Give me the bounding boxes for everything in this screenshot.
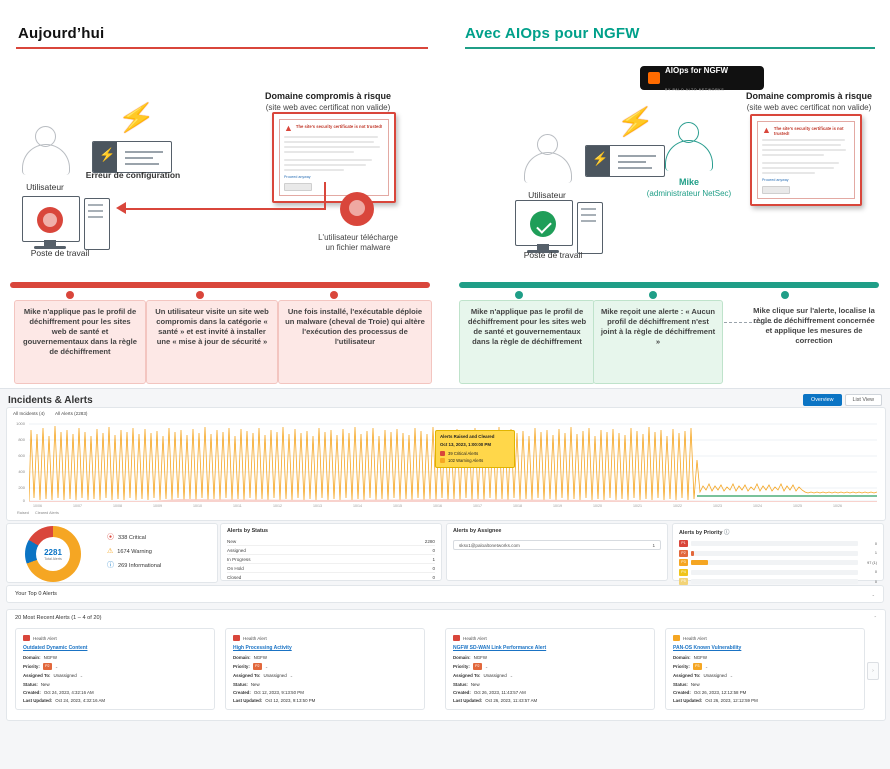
severity-icon: [23, 635, 30, 641]
overview-button[interactable]: Overview: [803, 394, 841, 406]
legend-informational: [107, 562, 161, 569]
malware-icon: [340, 192, 374, 226]
alert-title[interactable]: NGFW SD-WAN Link Performance Alert: [453, 645, 547, 651]
alert-assigned-label: Assigned To:: [453, 673, 481, 679]
right-browser-link: Proceed anyway: [762, 178, 789, 182]
chevron-down-icon[interactable]: ⌄: [871, 591, 875, 597]
alert-assigned[interactable]: Unassigned: [53, 673, 77, 679]
priority-value-p4: 0: [874, 570, 877, 574]
alert-kind: Health Alert: [463, 635, 487, 641]
priority-value-p3: 97 (1): [867, 560, 877, 565]
recent-alerts-header: 20 Most Recent Alerts (1 – 4 of 20): [15, 615, 102, 621]
warning-label: 1674 Warning: [117, 548, 152, 555]
left-title: Aujourd’hui: [18, 25, 105, 42]
status-label-onhold: On Hold: [227, 565, 244, 571]
left-browser-warning-text: The site's security certificate is not trusted!: [295, 124, 383, 129]
left-browser-warning-card: [272, 112, 396, 203]
alert-card[interactable]: Health Alert PAN-OS Known Vulnerability Domain: NGFW Priority: P3 ⌄ Assigned To: Unassigned ⌄ Status: New Created: Oct 26, 2023, 12:12:58 PM Last Updated: Oct 26, 2023, 12:12:59 PM: [665, 628, 865, 710]
user-icon: [18, 120, 72, 180]
severity-icon: [453, 635, 460, 641]
alert-created: Oct 26, 2023, 12:12:58 PM: [693, 689, 747, 695]
status-value-assigned: 0: [432, 547, 435, 553]
chevron-up-icon[interactable]: ⌃: [873, 615, 877, 620]
right-timeline-bar: [459, 282, 879, 288]
alert-updated: Oct 12, 2023, 9:13:50 PM: [265, 697, 316, 703]
status-value-new: 2280: [424, 538, 435, 544]
priority-chip-p1: P1: [679, 540, 688, 547]
x-tick-11: 10/17: [473, 504, 482, 508]
alert-domain: NGFW: [253, 655, 267, 660]
priority-value-p2: 1: [874, 551, 877, 555]
alert-domain: NGFW: [693, 655, 707, 660]
right-callout-3: Mike clique sur l'alerte, localise la règle de déchiffrement concernée et applique les mesures de correction: [753, 306, 875, 345]
total-alerts-label: Total Alerts: [44, 556, 62, 561]
x-tick-12: 10/18: [513, 504, 522, 508]
alert-status-label: Status:: [23, 681, 38, 687]
x-tick-8: 10/14: [353, 504, 362, 508]
tooltip-critical: 39 Critical Alerts: [448, 451, 479, 456]
left-title-rule: [16, 47, 428, 49]
admin-icon: [661, 116, 715, 176]
status-label-new: New: [227, 538, 237, 544]
warning-triangle-icon-right: ▲: [762, 125, 771, 135]
right-browser-warning-card: [750, 114, 862, 206]
alert-created: Oct 26, 2023, 11:43:57 AM: [473, 689, 526, 695]
legend-warning: [107, 548, 161, 555]
alerts-by-priority-card: [672, 523, 884, 584]
right-title-rule: [465, 47, 875, 49]
alert-card[interactable]: Health Alert Outdated Dynamic Content Domain: NGFW Priority: P2 ⌄ Assigned To: Unassigned ⌄ Status: New Created: Oct 24, 2023, 4:32:16 AM Last Updated: Oct 24, 2023, 4:32:16 AM: [15, 628, 215, 710]
dashboard: [0, 388, 890, 769]
alert-domain: NGFW: [43, 655, 57, 660]
priority-title-text: Alerts by Priority: [679, 530, 723, 536]
arrow-head-left: [116, 202, 126, 214]
alert-status-label: Status:: [453, 681, 468, 687]
status-row: [227, 573, 435, 581]
alert-created-label: Created:: [453, 689, 471, 695]
alert-status-label: Status:: [673, 681, 688, 687]
alert-priority-label: Priority:: [673, 664, 690, 670]
y-label-400: 400: [18, 469, 25, 474]
right-workstation-caption: Poste de travail: [523, 250, 583, 260]
right-risk-title: Domaine compromis à risque: [745, 91, 873, 101]
x-tick-3: 10/09: [153, 504, 162, 508]
total-alerts-value: 2281: [44, 547, 62, 557]
priority-row: [679, 569, 877, 576]
right-callout-1: Mike n'applique pas le profil de déchiffrement pour les sites web de santé et gouvernementaux dans la règle de déchiffrement: [459, 300, 595, 384]
alert-assigned[interactable]: Unassigned: [483, 673, 507, 679]
priority-value-p5: 0: [874, 579, 877, 584]
priority-chip-p4: P4: [679, 569, 688, 576]
alerts-donut-chart: [25, 526, 81, 582]
alert-created-label: Created:: [23, 689, 41, 695]
legend-raised: Raised: [17, 511, 29, 515]
alert-priority-label: Priority:: [23, 664, 40, 670]
right-timeline-dot-3: [781, 291, 789, 299]
warning-swatch-icon: [440, 458, 445, 463]
priority-row: [679, 550, 877, 557]
alert-created: Oct 12, 2023, 9:13:50 PM: [253, 689, 304, 695]
left-callout-2: Un utilisateur visite un site web compromis dans la catégorie « santé » et est invité à installer une « mise à jour de sécurité »: [146, 300, 278, 384]
y-label-600: 600: [18, 453, 25, 458]
info-icon: ⓘ: [107, 562, 114, 569]
alert-domain-label: Domain:: [233, 655, 251, 660]
x-tick-16: 10/22: [673, 504, 682, 508]
alert-updated: Oct 24, 2023, 4:32:16 AM: [55, 697, 106, 703]
lightning-icon: ⚡: [115, 99, 158, 138]
aiops-logo-icon: [648, 72, 660, 84]
x-tick-13: 10/19: [553, 504, 562, 508]
priority-card-title: [679, 528, 877, 536]
right-timeline-dot-2: [649, 291, 657, 299]
right-user-caption: Utilisateur: [528, 190, 566, 200]
warning-triangle-icon: ▲: [284, 123, 293, 133]
right-timeline-dot-1: [515, 291, 523, 299]
alerts-chart-card: [6, 407, 886, 521]
y-label-0: 0: [22, 498, 25, 503]
x-tick-15: 10/21: [633, 504, 642, 508]
alert-card[interactable]: Health Alert NGFW SD-WAN Link Performance Alert Domain: NGFW Priority: P2 ⌄ Assigned To: Unassigned ⌄ Status: New Created: Oct 26, 2023, 11:43:57 AM Last Updated: Oct 26, 2023, 11:43:57 AM: [445, 628, 655, 710]
priority-row: [679, 559, 877, 566]
user-icon-right: [520, 128, 574, 188]
alert-priority[interactable]: P2: [473, 663, 482, 670]
tooltip-date: Oct 13, 2023, 1:00:00 PM: [440, 442, 492, 447]
tab-all-alerts[interactable]: All Alerts (2283): [55, 411, 88, 416]
status-row: [227, 564, 435, 573]
aiops-badge-sub: BY PALO ALTO NETWORKS: [665, 88, 725, 92]
alert-updated: Oct 26, 2023, 12:12:59 PM: [705, 697, 758, 703]
priority-chip-p5: P5: [679, 578, 688, 585]
admin-name: Mike: [678, 177, 699, 187]
x-tick-10: 10/16: [433, 504, 442, 508]
priority-value-p1: 0: [874, 541, 877, 546]
right-browser-warning-text: The site's security certificate is not trusted!: [773, 126, 844, 136]
alert-status: New: [690, 681, 700, 687]
alert-title[interactable]: PAN-OS Known Vulnerability: [673, 645, 742, 651]
priority-chip-p2: P2: [679, 550, 688, 557]
status-value-closed: 0: [432, 574, 435, 580]
severity-icon: [673, 635, 680, 641]
legend-cleared: Cleared Alerts: [35, 511, 59, 515]
y-label-1000: 1000: [16, 421, 25, 426]
right-risk-sub: (site web avec certificat non valide): [746, 103, 872, 112]
admin-role: (administrateur NetSec): [646, 189, 732, 198]
status-row: [227, 537, 435, 546]
status-label-inprogress: In Progress: [227, 556, 251, 562]
status-card-title: Alerts by Status: [227, 528, 269, 534]
assignee-search-input[interactable]: [453, 540, 661, 550]
x-tick-9: 10/15: [393, 504, 402, 508]
legend-critical: [107, 534, 161, 541]
alert-assigned[interactable]: Unassigned: [703, 673, 727, 679]
left-malware-caption-1: L'utilisateur télécharge: [318, 233, 398, 242]
firewall-device-icon: ⚡: [92, 141, 172, 173]
x-tick-6: 10/12: [273, 504, 282, 508]
alert-updated-label: Last Updated:: [23, 697, 53, 703]
status-row: [227, 546, 435, 555]
assignee-card-title: Alerts by Assignee: [453, 528, 502, 534]
arrow-down: [324, 182, 326, 208]
alert-assigned-label: Assigned To:: [673, 673, 701, 679]
alert-title[interactable]: Outdated Dynamic Content: [23, 645, 88, 651]
alert-domain: NGFW: [473, 655, 487, 660]
right-callout-2: Mike reçoit une alerte : « Aucun profil de déchiffrement n'est joint à la règle de déchiffrement »: [593, 300, 723, 384]
alerts-summary-card: [6, 523, 218, 583]
x-tick-1: 10/07: [73, 504, 82, 508]
alerts-by-assignee-card: [446, 523, 668, 581]
right-title: Avec AIOps pour NGFW: [465, 25, 640, 42]
top-alerts-accordion[interactable]: [6, 585, 884, 603]
tab-all-incidents[interactable]: All Incidents (4): [13, 411, 45, 416]
alert-domain-label: Domain:: [673, 655, 691, 660]
recent-alerts-card: [6, 609, 886, 721]
tooltip-title: Alerts Raised and Cleared: [440, 434, 495, 439]
next-page-button[interactable]: ›: [867, 662, 879, 680]
alert-title[interactable]: High Processing Activity: [233, 645, 292, 651]
alert-priority-label: Priority:: [233, 664, 250, 670]
alert-assigned[interactable]: Unassigned: [263, 673, 287, 679]
status-label-closed: Closed: [227, 574, 242, 580]
y-label-800: 800: [18, 437, 25, 442]
y-label-200: 200: [18, 485, 25, 490]
x-tick-0: 10/06: [33, 504, 42, 508]
left-user-caption: Utilisateur: [26, 182, 64, 192]
chart-tooltip: [435, 430, 515, 468]
alert-updated-label: Last Updated:: [673, 697, 703, 703]
alert-created-label: Created:: [673, 689, 691, 695]
x-tick-17: 10/23: [713, 504, 722, 508]
arrow-left: [126, 208, 326, 210]
alert-domain-label: Domain:: [453, 655, 471, 660]
left-callout-1: Mike n'applique pas le profil de déchiffrement pour les sites web de santé et gouvernementaux dans la règle de déchiffrement: [14, 300, 146, 384]
priority-row: [679, 540, 877, 547]
status-row: [227, 555, 435, 564]
priority-info-icon[interactable]: ⓘ: [723, 530, 730, 536]
dashboard-title: Incidents & Alerts: [8, 395, 93, 406]
x-tick-18: 10/24: [753, 504, 762, 508]
left-timeline-dot-3: [330, 291, 338, 299]
tooltip-warning: 102 Warning Alerts: [448, 458, 484, 463]
aiops-badge: [640, 66, 764, 90]
left-callout-3: Une fois installé, l'exécutable déploie un malware (cheval de Troie) qui altère l'exécution des processus de l'utilisateur: [278, 300, 432, 384]
alerts-by-status-card: [220, 523, 442, 581]
critical-label: 338 Critical: [118, 534, 146, 541]
config-error-label: Erreur de configuration: [85, 170, 181, 180]
left-malware-caption-2: un fichier malware: [325, 243, 391, 252]
alert-status-label: Status:: [233, 681, 248, 687]
priority-chip-p3: P3: [679, 559, 688, 566]
alert-updated-label: Last Updated:: [233, 697, 263, 703]
severity-icon: [233, 635, 240, 641]
alert-created-label: Created:: [233, 689, 251, 695]
left-browser-link: Proceed anyway: [284, 175, 311, 179]
left-timeline-bar: [10, 282, 430, 288]
lightning-icon-right: ⚡: [614, 103, 657, 142]
alert-priority[interactable]: P3: [693, 663, 702, 670]
alert-kind: Health Alert: [33, 635, 57, 641]
informational-label: 269 Informational: [118, 562, 162, 569]
alert-kind: Health Alert: [683, 635, 707, 641]
left-risk-sub: (site web avec certificat non valide): [265, 103, 391, 112]
status-value-inprogress: 1: [432, 556, 435, 562]
status-label-assigned: Assigned: [227, 547, 246, 553]
x-tick-4: 10/10: [193, 504, 202, 508]
assignee-search-value: sksx1@paloaltonetworks.com: [459, 542, 520, 548]
view-toggle[interactable]: [803, 394, 882, 406]
alert-updated-label: Last Updated:: [453, 697, 483, 703]
priority-row: [679, 578, 877, 585]
left-timeline-dot-1: [66, 291, 74, 299]
x-tick-2: 10/08: [113, 504, 122, 508]
critical-icon: ⦿: [107, 534, 114, 541]
critical-swatch-icon: [440, 451, 445, 456]
alert-assigned-label: Assigned To:: [233, 673, 261, 679]
left-risk-title: Domaine compromis à risque: [264, 91, 392, 101]
list-view-button[interactable]: List View: [845, 394, 882, 406]
x-tick-19: 10/25: [793, 504, 802, 508]
x-tick-20: 10/26: [833, 504, 842, 508]
alert-status: New: [250, 681, 260, 687]
left-timeline-dot-2: [196, 291, 204, 299]
alert-domain-label: Domain:: [23, 655, 41, 660]
x-tick-5: 10/11: [233, 504, 242, 508]
alert-priority-label: Priority:: [453, 664, 470, 670]
alert-priority[interactable]: P2: [43, 663, 52, 670]
warning-icon: ⚠: [107, 548, 114, 555]
x-tick-7: 10/13: [313, 504, 322, 508]
alert-created: Oct 24, 2023, 4:32:16 AM: [43, 689, 94, 695]
panel-today: [0, 0, 445, 392]
alert-assigned-label: Assigned To:: [23, 673, 51, 679]
alert-card[interactable]: Health Alert High Processing Activity Domain: NGFW Priority: P2 ⌄ Assigned To: Unassigned ⌄ Status: New Created: Oct 12, 2023, 9:13:50 PM Last Updated: Oct 12, 2023, 9:13:50 PM: [225, 628, 425, 710]
panel-aiops: [445, 0, 890, 392]
assignee-count: 1: [652, 542, 655, 548]
top-alerts-label: Your Top 0 Alerts: [15, 591, 57, 597]
status-value-onhold: 0: [432, 565, 435, 571]
left-workstation-caption: Poste de travail: [30, 248, 90, 258]
aiops-badge-name: AIOps for NGFW: [665, 66, 729, 75]
alert-updated: Oct 26, 2023, 11:43:57 AM: [485, 697, 538, 703]
alert-priority[interactable]: P2: [253, 663, 262, 670]
firewall-device-icon-right: ⚡: [585, 145, 665, 177]
alert-status: New: [470, 681, 480, 687]
x-tick-14: 10/20: [593, 504, 602, 508]
alert-status: New: [40, 681, 50, 687]
alert-kind: Health Alert: [243, 635, 267, 641]
